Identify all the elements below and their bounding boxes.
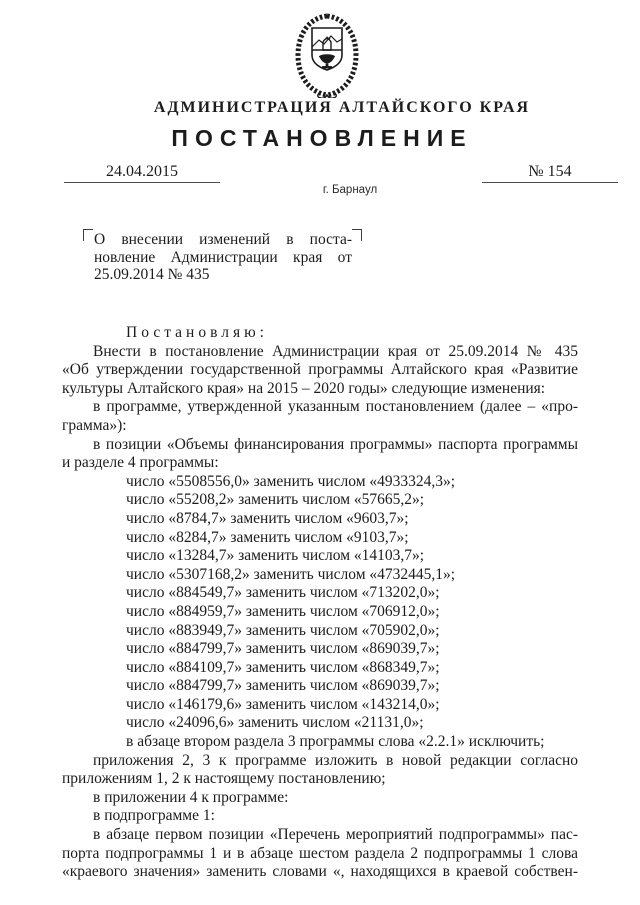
body-line: приложения 2, 3 к программе изложить в новой редакции согласно <box>93 751 578 769</box>
body-line: в позиции «Объемы финансирования программы» паспорта программы <box>93 435 578 453</box>
organization-name: АДМИНИСТРАЦИЯ АЛТАЙСКОГО КРАЯ <box>153 99 531 116</box>
body-line: число «883949,7» заменить числом «705902,0»; <box>126 621 440 639</box>
corner-mark-right-icon <box>352 229 362 241</box>
subject-block <box>94 231 352 284</box>
body-line: число «884109,7» заменить числом «868349,7»; <box>126 658 440 676</box>
body-line: приложениям 1, 2 к настоящему постановлению; <box>62 770 386 788</box>
body-line: число «884799,7» заменить числом «869039,7»; <box>126 640 440 658</box>
body-line: в приложении 4 к программе: <box>93 788 289 806</box>
body-line: «Об утверждении государственной программы Алтайского края «Развитие <box>62 361 578 379</box>
document-date: 24.04.2015 <box>64 162 220 183</box>
document-body <box>62 324 578 882</box>
body-line: число «8284,7» заменить числом «9103,7»; <box>126 528 409 546</box>
body-line: «краевого значения» заменить словами «, находящихся в краевой собствен- <box>62 863 578 881</box>
body-line: число «5508556,0» заменить числом «4933324,3»; <box>126 472 456 490</box>
body-line: и разделе 4 программы: <box>62 454 219 472</box>
body-line: в программе, утвержденной указанным постановлением (далее – «про- <box>93 398 578 416</box>
body-line: в абзаце втором раздела 3 программы слова «2.2.1» исключить; <box>126 733 545 751</box>
body-line: в абзаце первом позиции «Перечень мероприятий подпрограммы» пас- <box>93 826 578 844</box>
body-line: число «24096,6» заменить числом «21131,0»; <box>126 714 424 732</box>
document-number: № 154 <box>482 162 618 183</box>
body-line: число «8784,7» заменить числом «9603,7»; <box>126 509 409 527</box>
body-line: Внести в постановление Администрации края от 25.09.2014 № 435 <box>93 342 578 360</box>
body-line: Постановляю: <box>126 324 268 341</box>
body-line: число «884799,7» заменить числом «869039,7»; <box>126 677 440 695</box>
body-line: число «146179,6» заменить числом «143214,0»; <box>126 695 440 713</box>
city-label: г. Барнаул <box>322 184 378 196</box>
body-line: число «884549,7» заменить числом «713202,0»; <box>126 584 440 602</box>
body-line: грамма»): <box>62 416 127 434</box>
body-line: число «55208,2» заменить числом «57665,2»; <box>126 491 425 509</box>
body-line: в подпрограмме 1: <box>93 807 215 825</box>
document-type-title: ПОСТАНОВЛЕНИЕ <box>171 125 473 151</box>
body-line: культуры Алтайского края» на 2015 – 2020 годы» следующие изменения: <box>62 379 546 397</box>
subject-line: О внесении изменений в поста- <box>94 231 352 248</box>
body-line: порта подпрограммы 1 и в абзаце шестом раздела 2 подпрограммы 1 слова <box>62 844 578 862</box>
corner-mark-left-icon <box>83 229 93 241</box>
body-line: число «5307168,2» заменить числом «4732445,1»; <box>126 565 456 583</box>
body-line: число «13284,7» заменить числом «14103,7»; <box>126 547 425 565</box>
subject-line: новление Администрации края от <box>94 248 352 266</box>
body-line: число «884959,7» заменить числом «706912,0»; <box>126 602 440 620</box>
altai-krai-emblem-icon <box>292 12 362 98</box>
subject-line: 25.09.2014 № 435 <box>94 266 210 284</box>
